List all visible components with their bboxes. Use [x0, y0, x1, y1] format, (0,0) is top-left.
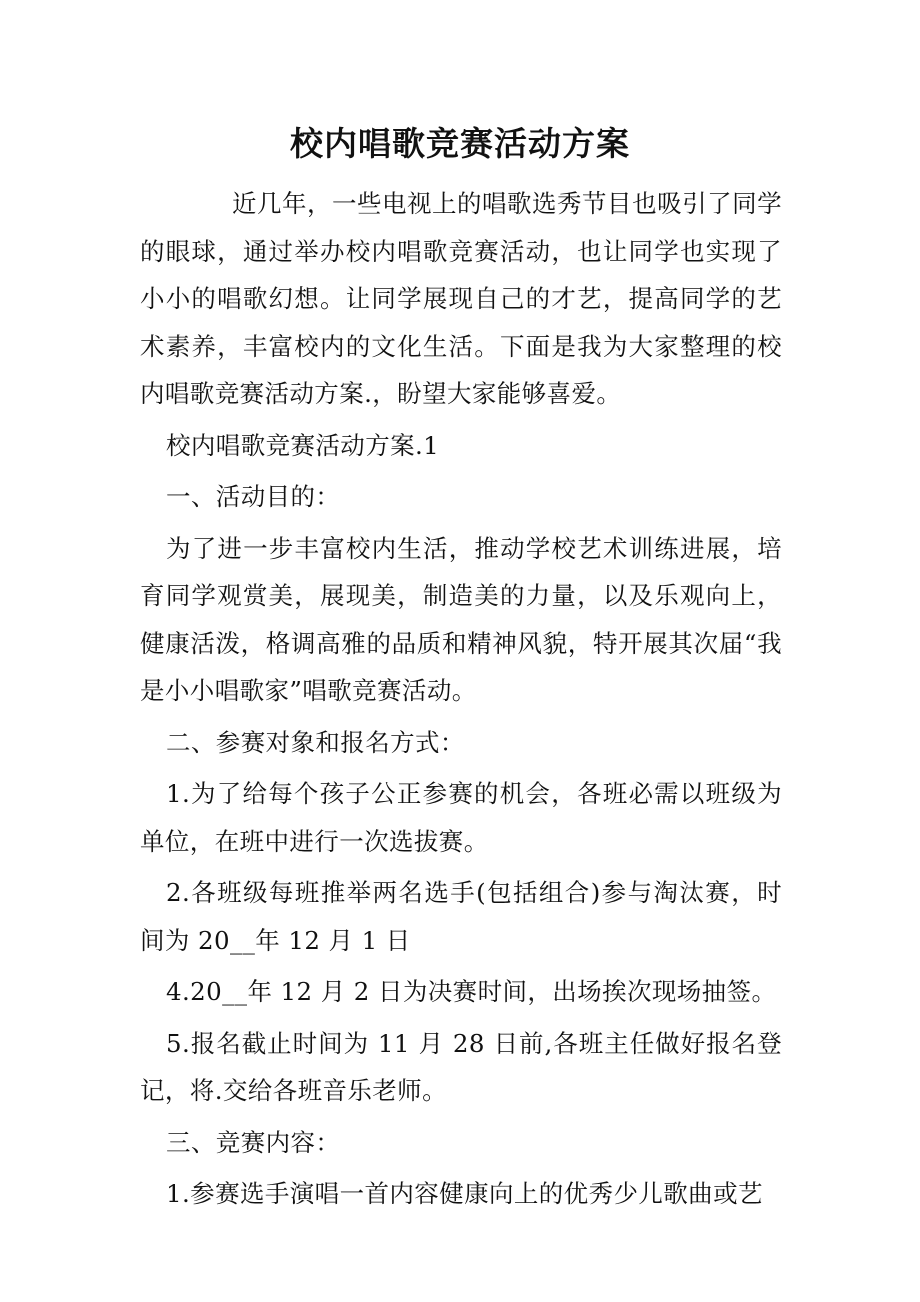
content-item-1: 1.参赛选手演唱一首内容健康向上的优秀少儿歌曲或艺 [166, 1179, 763, 1208]
section-heading-purpose: 一、活动目的： [166, 482, 341, 511]
participants-item-2: 2.各班级每班推举两名选手(包括组合)参与淘汰赛，时间为 20__年 12 月 1 日 [140, 878, 782, 955]
participants-item-1: 1.为了给每个孩子公正参赛的机会，各班必需以班级为单位，在班中进行一次选拔赛。 [140, 779, 782, 856]
section-heading-participants: 二、参赛对象和报名方式： [166, 727, 465, 757]
document-title: 校内唱歌竞赛活动方案 [290, 124, 630, 163]
section-heading-content: 三、竞赛内容： [166, 1127, 341, 1157]
document-body [140, 180, 782, 1222]
participants-item-4: 4.20__年 12 月 2 日为决赛时间，出场挨次现场抽签。 [166, 977, 777, 1006]
participants-item-5: 5.报名截止时间为 11 月 28 日前,各班主任做好报名登记，将.交给各班音乐老师。 [140, 1028, 782, 1105]
section-heading-plan-1: 校内唱歌竞赛活动方案.1 [166, 430, 440, 460]
intro-paragraph: 近几年，一些电视上的唱歌选秀节目也吸引了同学的眼球，通过举办校内唱歌竞赛活动，也让同学也实现了小小的唱歌幻想。让同学展现自己的才艺，提高同学的艺术素养，丰富校内的文化生活。下面是我为大家整理的校内唱歌竞赛活动方案.，盼望大家能够喜爱。 [140, 189, 782, 408]
purpose-paragraph: 为了进一步丰富校内生活，推动学校艺术训练进展，培育同学观赏美，展现美，制造美的力量，以及乐观向上，健康活泼，格调高雅的品质和精神风貌，特开展其次届“我是小小唱歌家”唱歌竞赛活动。 [140, 533, 782, 705]
